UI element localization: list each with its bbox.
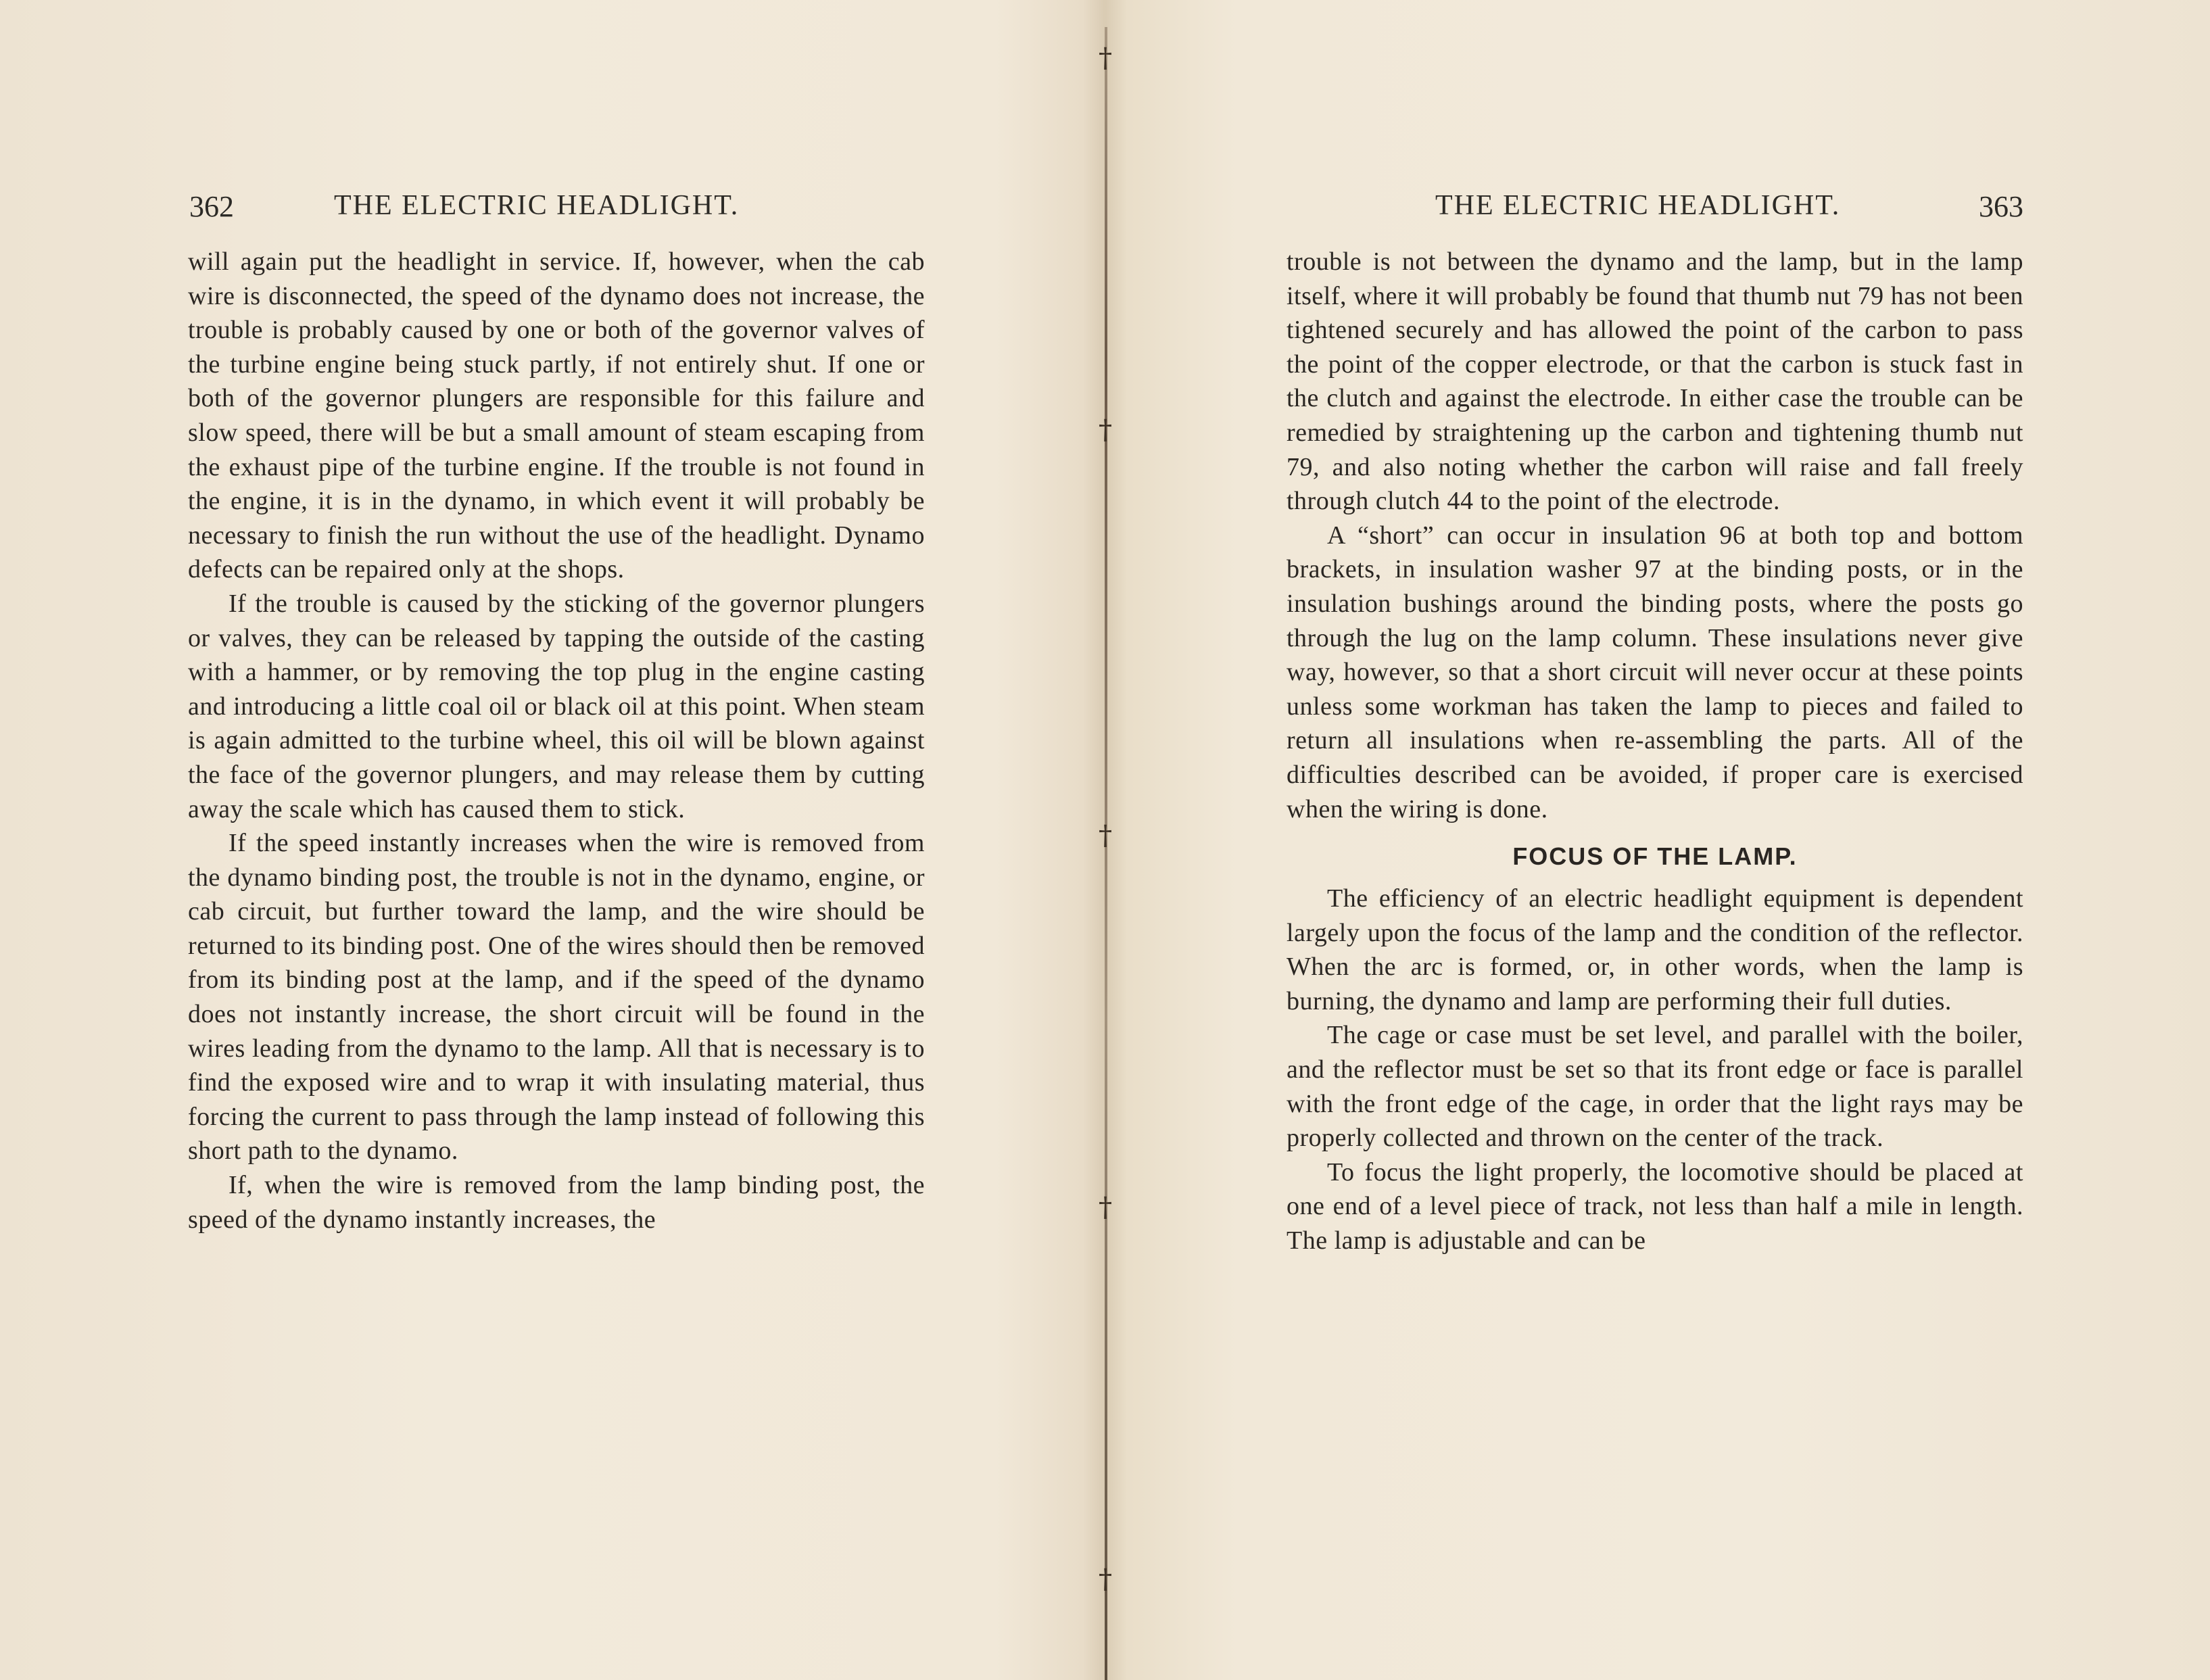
left-page-body: [188, 245, 925, 1237]
paragraph: A “short” can occur in insulation 96 at both top and bottom brackets, in insulation washer 97 at the binding posts, or in the insulation bushings around the binding posts, where the posts go through the lug on the lamp column. These insulations never give way, however, so that a short circuit will never occur at these points unless some workman has taken the lamp to pieces and failed to return all insulations when re-assembling the parts. All of the difficulties described can be avoided, if proper care is exercised when the wiring is done.: [1287, 521, 2023, 823]
paragraph: If the trouble is caused by the sticking of the governor plungers or valves, they can be released by tapping the outside of the casting with a hammer, or by removing the top plug in the engine casting and introducing a little coal oil or black oil at this point. When steam is again admitted to the turbine wheel, this oil will be blown against the face of the governor plungers, and may release them by cutting away the scale which has caused them to stick.: [188, 589, 925, 823]
page-number: 362: [189, 190, 234, 223]
paragraph: The cage or case must be set level, and parallel with the boiler, and the reflector must be set so that its front edge or face is parallel with the front edge of the cage, in order that the light rays may be properly collected and thrown on the center of the track.: [1287, 1021, 2023, 1153]
binding-stitch: †: [1099, 414, 1112, 446]
paragraph: The efficiency of an electric headlight equipment is dependent largely upon the focus of the lamp and the condition of the reflector. When the arc is formed, or, in other words, when the lamp is burning, the dynamo and lamp are performing their full duties.: [1287, 884, 2023, 1015]
paragraph: To focus the light properly, the locomotive should be placed at one end of a level piece of track, not less than half a mile in length. The lamp is adjustable and can be: [1287, 1157, 2023, 1255]
right-page-body: [1287, 245, 2023, 1258]
page-number: 363: [1979, 190, 2023, 223]
binding-stitch: †: [1099, 43, 1112, 74]
running-title: THE ELECTRIC HEADLIGHT.: [1435, 190, 1841, 221]
right-page-header: [1287, 189, 2023, 230]
binding-stitch: †: [1099, 1564, 1112, 1595]
binding-stitch: †: [1099, 820, 1112, 851]
running-title: THE ELECTRIC HEADLIGHT.: [334, 190, 740, 221]
left-page-header: [189, 189, 926, 230]
binding-stitch: †: [1099, 1192, 1112, 1223]
paragraph: If, when the wire is removed from the lamp binding post, the speed of the dynamo instantly increases, the: [188, 1171, 925, 1234]
section-heading: FOCUS OF THE LAMP.: [1512, 842, 1798, 871]
paragraph: If the speed instantly increases when the wire is removed from the dynamo binding post, the trouble is not in the dynamo, engine, or cab circuit, but further toward the lamp, and the wire should be returned to its binding post. One of the wires should then be removed from its binding post at the lamp, and if the speed of the dynamo does not instantly increase, the short circuit will be found in the wires leading from the dynamo to the lamp. All that is necessary is to find the exposed wire and to wrap it with insulating material, thus forcing the current to pass through the lamp instead of following this short path to the dynamo.: [188, 829, 925, 1166]
paragraph: will again put the headlight in service. If, however, when the cab wire is disconnected, the speed of the dynamo does not increase, the trouble is probably caused by one or both of the governor valves of the turbine engine being stuck partly, if not entirely shut. If one or both of the governor plungers are responsible for this failure and slow speed, there will be but a small amount of steam escaping from the exhaust pipe of the turbine engine. If the trouble is not found in the engine, it is in the dynamo, in which event it will probably be necessary to finish the run without the use of the headlight. Dynamo defects can be repaired only at the shops.: [188, 247, 925, 584]
right-page: [1105, 0, 2210, 1680]
paragraph: trouble is not between the dynamo and the lamp, but in the lamp itself, where it will probably be found that thumb nut 79 has not been tightened securely and has allowed the point of the carbon to pass the point of the copper electrode, or that the carbon is stuck fast in the clutch and against the electrode. In either case the trouble can be remedied by straightening up the carbon and tightening thumb nut 79, and also noting whether the carbon will raise and fall freely through clutch 44 to the point of the electrode.: [1287, 247, 2023, 516]
